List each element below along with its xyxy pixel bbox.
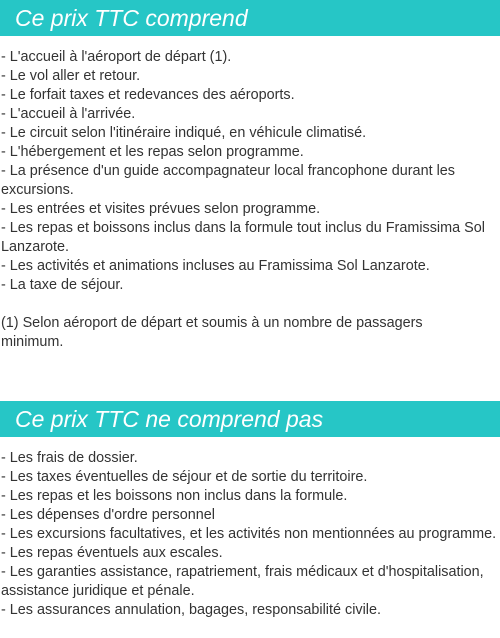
list-item: - Les excursions facultatives, et les activités non mentionnées au programme. (1, 526, 497, 542)
list-item: - Les frais de dossier. (1, 450, 138, 466)
list-item: - L'hébergement et les repas selon programme. (1, 144, 304, 160)
list-item: - Les repas et boissons inclus dans la formule tout inclus du Framissima Sol Lanzarote. (1, 220, 485, 255)
list-item: - L'accueil à l'arrivée. (1, 106, 136, 122)
list-item: - Le circuit selon l'itinéraire indiqué, en véhicule climatisé. (1, 125, 367, 141)
list-item: - La présence d'un guide accompagnateur local francophone durant les excursions. (1, 163, 455, 198)
list-item: - Les repas éventuels aux escales. (1, 545, 223, 561)
list-item: - Le vol aller et retour. (1, 68, 141, 84)
list-item: - Les entrées et visites prévues selon programme. (1, 201, 321, 217)
list-item: - Les taxes éventuelles de séjour et de sortie du territoire. (1, 469, 368, 485)
excluded-section-title: Ce prix TTC ne comprend pas (0, 401, 500, 437)
included-list (1, 48, 497, 295)
list-item: - La taxe de séjour. (1, 277, 124, 293)
included-section-title: Ce prix TTC comprend (0, 0, 500, 36)
footnote: (1) Selon aéroport de départ et soumis à un nombre de passagers minimum. (1, 315, 423, 350)
list-item: - Les activités et animations incluses au Framissima Sol Lanzarote. (1, 258, 430, 274)
list-item: - Les repas et les boissons non inclus dans la formule. (1, 488, 348, 504)
list-item: - Les dépenses d'ordre personnel (1, 507, 215, 523)
list-item: - L'accueil à l'aéroport de départ (1). (1, 49, 232, 65)
excluded-list (1, 449, 497, 620)
list-item: - Le forfait taxes et redevances des aéroports. (1, 87, 295, 103)
list-item: - Les assurances annulation, bagages, responsabilité civile. (1, 602, 381, 618)
list-item: - Les garanties assistance, rapatriement, frais médicaux et d'hospitalisation, assistance juridique et pénale. (1, 564, 484, 599)
